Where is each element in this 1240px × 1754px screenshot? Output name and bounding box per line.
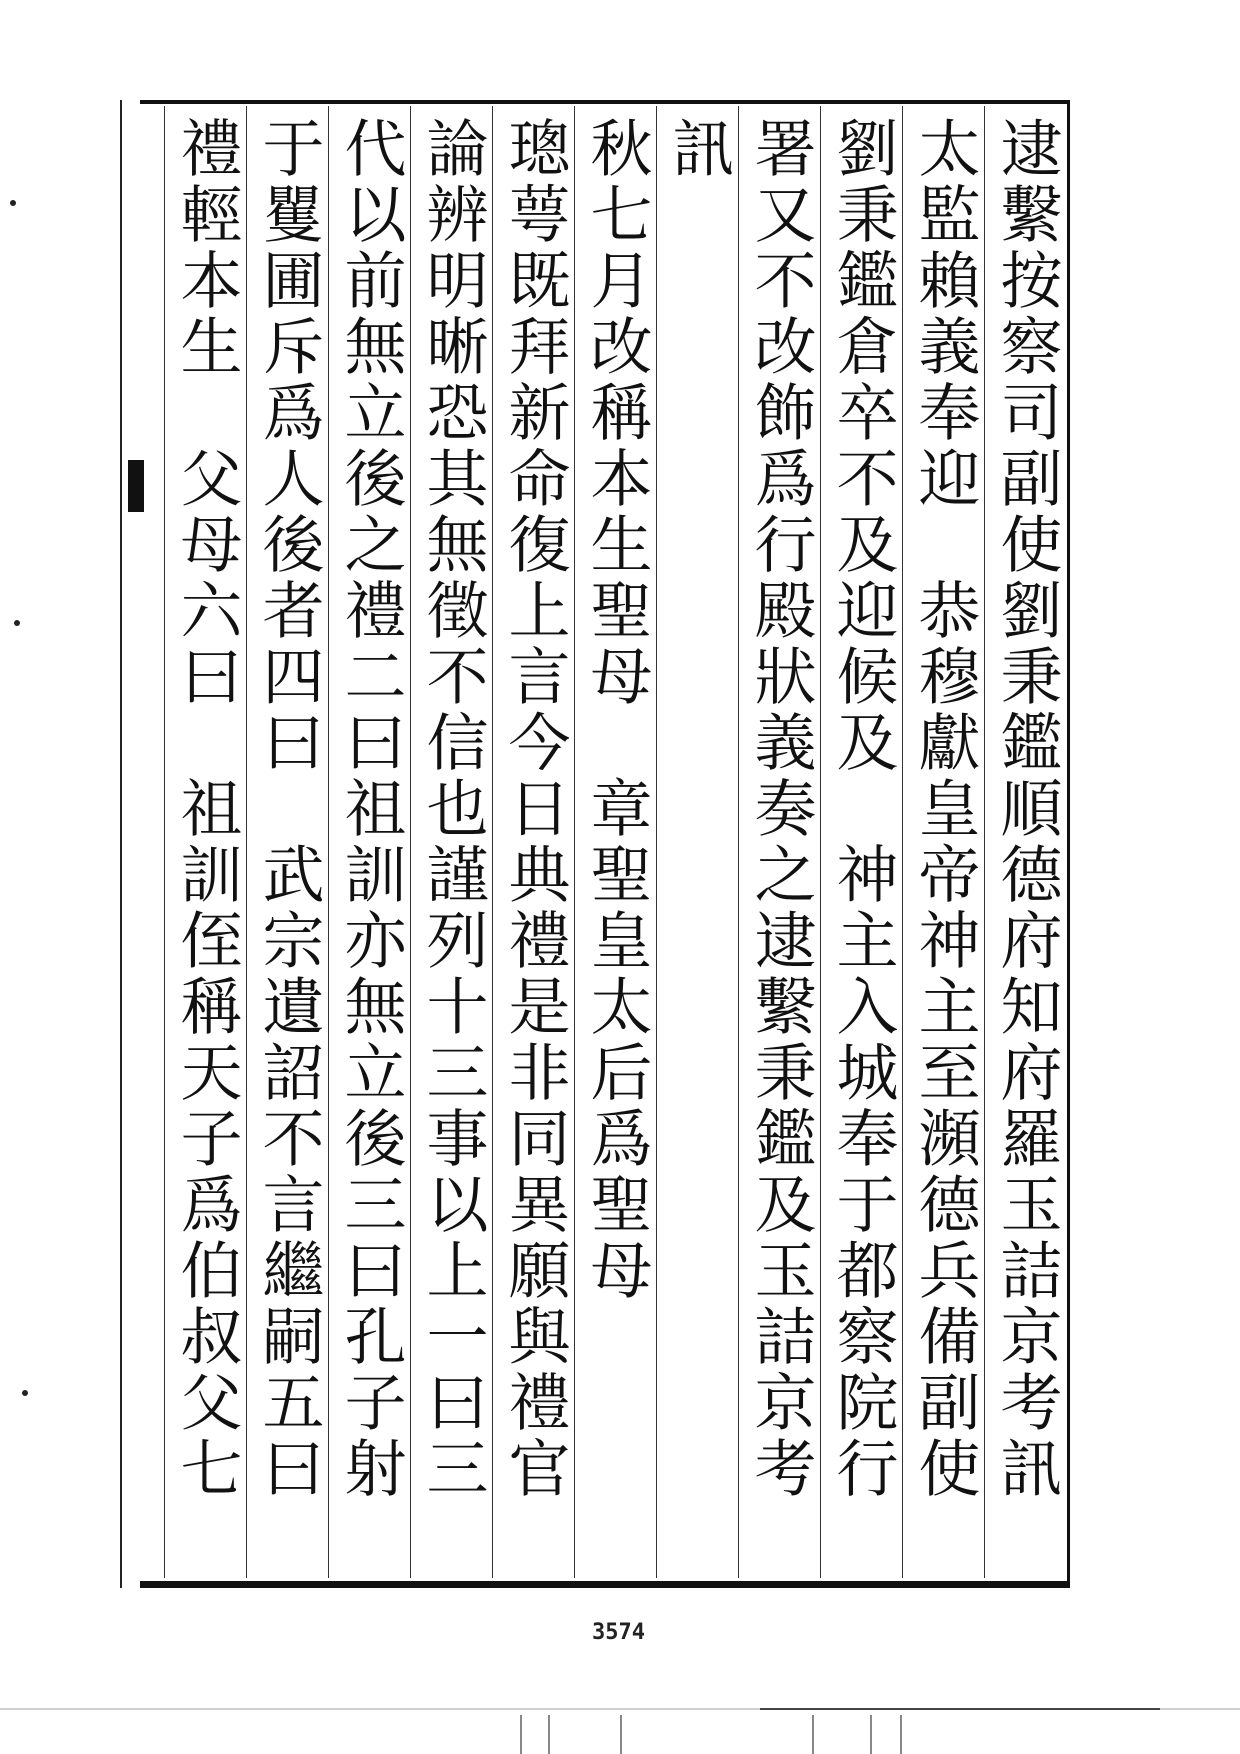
column-text: 于矍圃斥爲人後者四曰 武宗遺詔不言繼嗣五曰 xyxy=(252,116,325,1502)
scan-artifact xyxy=(900,1715,902,1754)
column-8 xyxy=(410,106,492,1578)
scan-speck xyxy=(22,1390,28,1396)
scan-speck xyxy=(10,200,16,206)
scan-artifact xyxy=(620,1715,622,1754)
column-5 xyxy=(656,106,738,1578)
column-text: 代以前無立後之禮二曰祖訓亦無立後三曰孔子射 xyxy=(334,116,407,1502)
column-text: 秋七月改稱本生聖母 章聖皇太后爲聖母 xyxy=(580,116,653,1304)
column-text: 禮輕本生 父母六曰 祖訓侄稱天子爲伯叔父七 xyxy=(170,116,243,1502)
page-gutter xyxy=(120,100,142,1588)
column-4 xyxy=(738,106,820,1578)
scan-speck xyxy=(14,620,20,626)
scan-artifact xyxy=(812,1715,814,1754)
column-text: 訊 xyxy=(662,116,735,182)
footer-rule-right xyxy=(760,1708,1160,1710)
column-text: 璁萼既拜新命復上言今日典禮是非同異願與禮官 xyxy=(498,116,571,1502)
column-1 xyxy=(984,106,1066,1578)
column-10 xyxy=(246,106,328,1578)
column-6 xyxy=(574,106,656,1578)
column-9 xyxy=(328,106,410,1578)
column-text: 逮繫按察司副使劉秉鑑順德府知府羅玉詰京考訊 xyxy=(990,116,1063,1502)
page-number: 3574 xyxy=(592,1620,645,1645)
column-text: 署又不改飾爲行殿狀義奏之逮繫秉鑑及玉詰京考 xyxy=(744,116,817,1502)
scan-artifact xyxy=(870,1715,872,1754)
column-text: 論辨明晰恐其無徵不信也謹列十三事以上一曰三 xyxy=(416,116,489,1502)
text-columns xyxy=(146,106,1066,1578)
scan-artifact xyxy=(520,1715,522,1754)
column-7 xyxy=(492,106,574,1578)
scan-artifact xyxy=(548,1715,550,1754)
column-text: 劉秉鑑倉卒不及迎候及 神主入城奉于都察院行 xyxy=(826,116,899,1502)
column-text: 太監賴義奉迎 恭穆獻皇帝神主至瀕德兵備副使 xyxy=(908,116,981,1502)
column-2 xyxy=(902,106,984,1578)
column-11 xyxy=(164,106,246,1578)
column-3 xyxy=(820,106,902,1578)
